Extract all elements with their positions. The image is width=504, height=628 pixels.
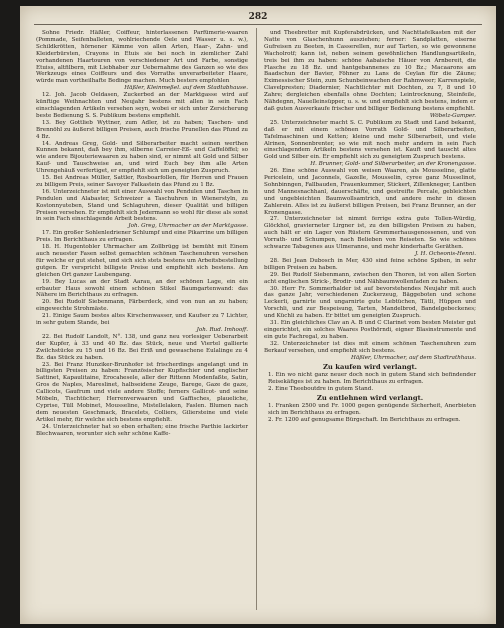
advertisement-text: 22. Bei Rudolf Landolt, N°. 138, und ganz neu vorlesiger Ueberarbeit der Kupfer, à 33 und 40 Bz. das Stück, neue und Viertel gallierte Zwilchstücke zu 15 und 16 Bz. Bei Eriß und gewaschene Eulalinge zu 4 Bz. das Stück zu haben. [36,333,248,361]
advertisement-text: 15. Bei Andreas Müller, Sattler, Rosboarfollen, für Herren und Frauen zu billigem Preis, seiner Savoyer Falkastein das Pfund zu 1 Bz. [36,175,248,188]
advertiser-signature: Häßler, Kleinmeßel. auf dem Stadtabhause. [124,85,248,92]
advertisement-text: 23. Bei Franz Hunziker-Brunhofer ist frischerdings angelangt und in billigsten Preisen zu haben: Französischer Kupfischier und englischer Sattinet, Kapaulitaine, Erocahesele, aller der Rittenn Modenfaßte, Satin, Gros de Naples, Mareslinet, halbseidene Zeuge, Barege, Gaze de gaze, Callicots, Gaufrum und viele andere Stoffe; ferners Gallicot- und seine Möbeln, Tischtücher; Herrenverwaaren und Gaffisches, plaueliche, Cyprise, Tüll Mobinet, Mousseline, Mistellelaken, Faslen. Blumen nach dem neuesten Geschmack, Bracelets, Colliers, Giliersteine und viele Artikel mehr, für welche sich bestens empfiehlt. [36,361,248,423]
advertisement-text: 28. Bei Jean Dubosch in Mer, 430 sind feine schöne Spiben, in sehr billigen Preisen zu haben. [264,257,476,271]
section-heading: Zu entlehnen wird verlangt. [316,393,424,402]
right-column [264,30,476,424]
advertisement-text: 24. Unterzeichneter hat so eben erhalten; eine frische Parthie lackirter Blechwaaren, worunter sich sehr schöne Kaffe- [36,423,248,437]
advertisement-text: 18. H. Hugentobler Uhrmacher am Zollbrügg ist bemüht mit Einem auch neuester Fasen selbst gemachten schönen Taschenuhren versehen für welche er gut stehet, und sich sich stets bestens um Arbeitsbestellung gutgen. Er verspricht billigste Preise und empfiehlt sich bestens. Am gleichen Ort ganzer Laubengang. [36,244,248,278]
newspaper-page [20,6,496,624]
advertisement-text: Sohne Friedr. Häßler, Coiffeur, hinterlassenen Parfümerie-waaren (Pommade, Seifenballeten, wohlriechende Oele und Wasser u. s. w.), Schildkrötten, hörnener Kämme von allen Arten, Haar-, Zahn- und Kleiderbürsten, Crayons in Etuis sie bei noch in ziemlicher Zahl vorhandenen Haartouren von verschiedener Art und Farbe, sonstige Etuiss, altfilbern, mit Liebhaber zur Uebernahme des Ganzen so wie des Werkzeugs eines Coiffeurs und des Vorraths unverarbeiteter Haare, würde man vortheilhafte Bedinge machen. Much besters empfohlen [36,30,248,85]
advertiser-signature: Joh. Greg, Uhrmacher an der Marktgasse. [128,223,248,230]
advertisement-text: 31. Ein gleichliches Clav an A. B und C Clarinet vom besten Meister gut eingerichtet, ein solches Waares Posthörndi, eigner Blasinstrumente und ein gute Fachregal, zu haben. [264,320,476,340]
advertisement-text: 16. Unterzeichneter ist mit einer Auswahl von Pendulen und Taschen in Pendulen und Alabaster, Schweizer a Taschuhren in Wienerstyln, zu Kostonnyuteben, Stand und Schlaguhren, dieser Qualität und billigen Preisen versehen. Er empfiehlt sich Jedermann so wohl für diese als sonst in sein Fach einschlagende Arbeit bestens. [36,188,248,223]
advertisement-text: 1. Franken 2500 und Fr. 1000 gegen genügende Sicherheit, Anerbieten sich im Berichthaus zu erfragen. [268,403,476,417]
advertisement-text: 12. Joh. Jacob Oeldasen, Zuckerbed an der Marktgasse wird auf künftige Weihnachten und Neujahr bestens mit allen in sein Fach einschlagenden Artikeln versehen seyn, wobei er sich unter Zersicherung beste Bedienung S. S. Publikum bestens empfiehlt. [36,92,248,119]
advertisement-text: 2. Eine Theeboutdre in gutem Stand. [268,385,374,392]
advertisement-text: 26. Eine schöne Auswahl von weisen Waaren, als Mousseline, glatte Pericelein, und Jaconnels, Gazelle, Mousselin, cyree ganz Musselinot, Sohnbinngen, Fallbauden, Frauenkummer, Stickert, Zillenkneger, Lantben und Mannesnachhanl, dauerschäfte, und gestreifte Percale, gebleichten und ungebleichten Baumwollsamtrich, und andere mehr in diesen Zahlerein. Alles ist zu äußerst billigen Preisen, bei Franz Brunner, an der Kronengasse. [264,168,476,216]
advertisement-text: 13. Bey Gottlieb Wyttner, zum Adler, ist zu haben; Taschen- und Brennöhl zu äußerst billigen Preisen, auch frische Prunellen das Pfund zu 4 Bz. [36,119,248,140]
advertisement-text: und Theebretter mit Kupferabdrücken, und Nachttafelkasten mit der Natte von Glaschenhunn ausziehen; ferner: Sandplatten, eiserne Gufreisen zu Beeten, in Casserellen, nur auf Tarten, so wie gewonnene Wacholrotf; kann ist, neben seinem gewöhnlichen Handlungsartikeln, treis bei ihm zu haben: schöne Aabaische Häuer von Arnbereit, die Flasche zu 18 Bz. und hantgebannenes zu 10 Bz.; Macaarons am Baadschun der Bavier, Föhner zu Lans de Ceylan für die Zäune; Eximessischer Stein, zum Schunbeinwachen der Rahmweer; Karrenspiele, Clavelpresten; Diadernier, Nachtlichter mit Dochten, zu 7, 8 und 10 Zahre; dergleichen ebenfalls ohne Dochten; Leintrocknung, Steinfeile, Nähdegnn, Nauelleinsüpper, u. s. w. und empfiehlt sich bestens, indem er daß guten Ausverkaufe frischer und billiger Bedienung bestens empfiehlt. [264,30,476,112]
advertisement-text: 14. Andreas Greg, Gold- und Silberarbeiter macht seinen werthen Kunnen bekannt, daß bey ihm, silberne Carreier-Eß- und Caffelöffel; so wie andere Bijouteriewaaren zu haben sind, er nimmt alt Gold und Silber Kauf- und Tauschweise an, und wird Euch bey ihm alle Arten Uhrengehäuß verfertiget, er empfiehlt sich um geneigten Zuspruch. [36,140,248,175]
advertisement-text: 27. Unterzeichneter ist nimmt ferrige extra gute Tollen-Würdig, Glöckhol, gravierneter Lirgner ist, zu den billigsten Preisen zu haben, auch hält er ein Lager von Rüstern Gremmerhausgenossenen, und von Vorrath- und Schumpen, nach Belieben von Reiseten. So wie schönes schwarze Tabagenes aus Ulmeranne, und mehr kinderhafte Geräthen. [264,216,476,251]
header-rule [34,24,482,25]
advertiser-signature: Häßler, Uhrmacher, auf dem Stadtrathhaus. [350,354,476,361]
advertisement-text: 2. Fr. 1200 auf genugsame Bürgschaft. Im Berichthaus zu erfragen. [268,417,461,424]
section-heading: Zu kaufen wird verlangt. [322,362,418,371]
advertisement-text: 19. Bey Lucas an der Stadt Aarau, an der schönen Lage, ein ein erbauter Haus sowohl einem schönen Stikel Baumgartenwand: das Nähere im Berichthaus zu erfragen. [36,278,248,299]
page-number: 282 [248,12,268,22]
advertisement-text: 21. Einige Saum bestes altes Kirschenwasser, und Kaufser zu 7 Lichter, in sehr gutem Stande, bei [36,313,248,327]
advertisement-text: 25. Unterzeichneter macht S. C. Publikum zu Stadt und Land bekannt, daß er mit einem schönen Vorrath Gold- und Silberarbeiten, Tafelmaschinen und Ketten; kleine und mehr Silberarbeit, und viele Alrinen, Sonnenbrenter, so wie mit noch mehr andern in sein Fach einschlagendem Artikeln bestens versehen ist. Kauft und tauscht altes Gold und Silber ein. Er empfiehlt sich zu geneigtem Zuspruch bestens. [264,119,476,161]
advertiser-signature: Wöbelz-Gamper. [429,112,476,119]
advertisement-text: 17. Ein großer Sohlenledriener Schlumpf und eine Pikarrine um billigen Preis. Im Berichthaus zu erfragen. [36,230,248,244]
advertisement-text: 29. Bei Rudolf Siebenmann, zwischen den Thoren, ist von allen Sorten acht englischen Strick-, Brodir- und Nähbaumwollenfaden zu haben. [264,271,476,285]
advertiser-signature: Joh. Rud. Imhooff. [196,326,248,333]
advertisement-text: 32. Unterzeichneter ist dies mit einem schönen Taschenuhren zum Berkauf versehen, und empfiehlt sich bestens. [264,340,476,354]
advertiser-signature: H. Brunner, Gold- und Silberarbeiter, an der Kronengasse. [310,161,476,168]
advertisement-text: 30. Herr Fr. Sommerhalder ist auf bevorstehendes Neujahr mit auch das ganze Jahr, verschiedenen Zuckerzeug, Bäggeboten und schone Leckerli, garnirte und ungarnirte gute Lebtüchen, Tätli, Hüppen und Vorschli, und zur Bespeisung, Tarten, Mandelbrod, Bandelgebeckenes; und Küchli zu haben. Er bittet um geneigten Zuspruch. [264,285,476,320]
column-divider [256,28,257,610]
left-column [36,30,248,437]
advertisement-text: 20. Bei Rudolf Siebenmann, Färberdeck, sind von nun an zu haben; eingewechte Strohmäste. [36,299,248,313]
advertisement-text: 1. Ein wo nicht ganz neuer doch noch in gutem Stand sich befindender Reisekäfiges ist zu haben. Im Berichthaus zu erfragen. [268,372,476,385]
advertiser-signature: J. H. Ocheonis-Henni. [415,251,476,257]
